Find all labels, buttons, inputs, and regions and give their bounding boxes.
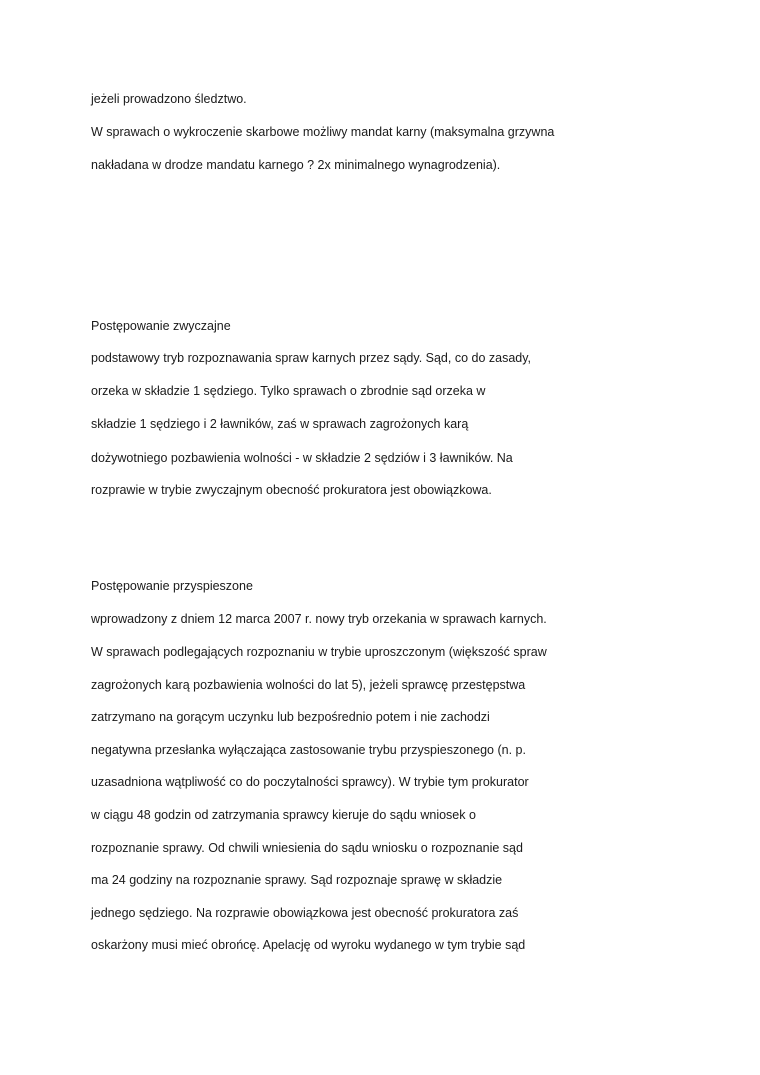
paragraph-line: nakładana w drodze mandatu karnego ? 2x minimalnego wynagrodzenia). bbox=[91, 158, 501, 172]
section-heading: Postępowanie przyspieszone bbox=[91, 579, 253, 593]
paragraph-line: orzeka w składzie 1 sędziego. Tylko sprawach o zbrodnie sąd orzeka w bbox=[91, 384, 486, 398]
paragraph-line: zagrożonych karą pozbawienia wolności do lat 5), jeżeli sprawcę przestępstwa bbox=[91, 678, 526, 692]
paragraph-line: W sprawach podlegających rozpoznaniu w trybie uproszczonym (większość spraw bbox=[91, 645, 547, 659]
section-heading: Postępowanie zwyczajne bbox=[91, 319, 231, 333]
paragraph-line: wprowadzony z dniem 12 marca 2007 r. nowy tryb orzekania w sprawach karnych. bbox=[91, 612, 547, 626]
paragraph-line: ma 24 godziny na rozpoznanie sprawy. Sąd rozpoznaje sprawę w składzie bbox=[91, 873, 503, 887]
paragraph-line: jeżeli prowadzono śledztwo. bbox=[91, 92, 247, 106]
paragraph-line: rozpoznanie sprawy. Od chwili wniesienia do sądu wniosku o rozpoznanie sąd bbox=[91, 841, 523, 855]
paragraph-line: składzie 1 sędziego i 2 ławników, zaś w sprawach zagrożonych karą bbox=[91, 417, 469, 431]
paragraph-line: jednego sędziego. Na rozprawie obowiązkowa jest obecność prokuratora zaś bbox=[91, 906, 519, 920]
paragraph-line: oskarżony musi mieć obrońcę. Apelację od wyroku wydanego w tym trybie sąd bbox=[91, 938, 526, 952]
paragraph-line: rozprawie w trybie zwyczajnym obecność prokuratora jest obowiązkowa. bbox=[91, 483, 492, 497]
paragraph-line: W sprawach o wykroczenie skarbowe możliwy mandat karny (maksymalna grzywna bbox=[91, 125, 555, 139]
paragraph-line: negatywna przesłanka wyłączająca zastosowanie trybu przyspieszonego (n. p. bbox=[91, 743, 526, 757]
paragraph-line: w ciągu 48 godzin od zatrzymania sprawcy kieruje do sądu wniosek o bbox=[91, 808, 476, 822]
paragraph-line: zatrzymano na gorącym uczynku lub bezpośrednio potem i nie zachodzi bbox=[91, 710, 490, 724]
paragraph-line: dożywotniego pozbawienia wolności - w składzie 2 sędziów i 3 ławników. Na bbox=[91, 451, 513, 465]
paragraph-line: podstawowy tryb rozpoznawania spraw karnych przez sądy. Sąd, co do zasady, bbox=[91, 351, 532, 365]
paragraph-line: uzasadniona wątpliwość co do poczytalności sprawcy). W trybie tym prokurator bbox=[91, 775, 529, 789]
